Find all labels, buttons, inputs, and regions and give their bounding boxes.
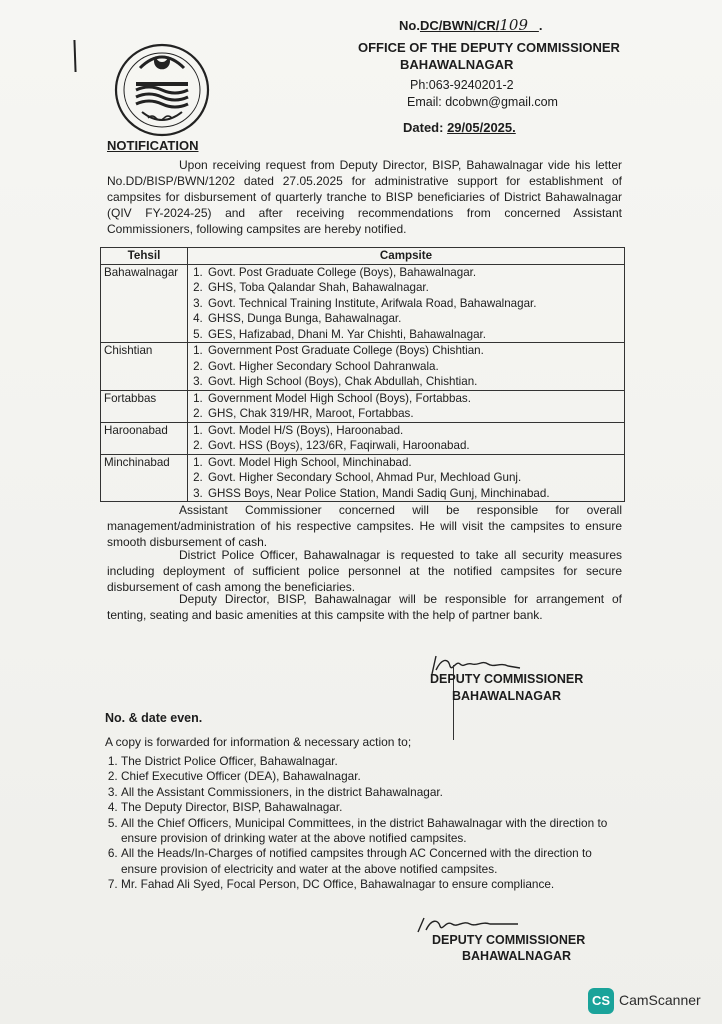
tehsil-cell: Minchinabad	[101, 454, 188, 502]
campsite-item: 2. GHS, Toba Qalandar Shah, Bahawalnagar.	[206, 280, 621, 296]
paragraph-assistant-commissioner: Assistant Commissioner concerned will be responsible for overall management/administration of his respective campsites. He will visit the campsites to ensure smooth disbursement of cash.	[107, 503, 622, 549]
campsite-item: 2. Govt. HSS (Boys), 123/6R, Faqirwali, Haroonabad.	[206, 438, 621, 454]
campsite-item: 5. GES, Hafizabad, Dhani M. Yar Chishti, Bahawalnagar.	[206, 327, 621, 343]
reference-handwritten-number: 109	[499, 16, 529, 34]
tehsil-header: Tehsil	[101, 248, 188, 265]
table-row	[101, 454, 625, 502]
distribution-heading: No. & date even.	[105, 711, 203, 725]
notification-title: NOTIFICATION	[107, 138, 199, 153]
office-title: OFFICE OF THE DEPUTY COMMISSIONER	[358, 40, 620, 55]
signatory-title: DEPUTY COMMISSIONER	[430, 672, 584, 686]
list-item: 1. The District Police Officer, Bahawalnagar.	[121, 754, 624, 769]
office-email: Email: dcobwn@gmail.com	[407, 95, 558, 109]
campsite-cell	[188, 264, 625, 343]
campsite-item: 2. Govt. Higher Secondary School Dahranwala.	[206, 359, 621, 375]
table-row	[101, 422, 625, 454]
paragraph-deputy-director: Deputy Director, BISP, Bahawalnagar will be responsible for arrangement of tenting, seating and basic amenities at this campsite with the help of partner bank.	[107, 592, 622, 622]
campsite-header: Campsite	[188, 248, 625, 265]
intro-paragraph: Upon receiving request from Deputy Director, BISP, Bahawalnagar vide his letter No.DD/BISP/BWN/1202 dated 27.05.2025 for administrative support for establishment of campsites for disbursement of quarterly tranche to BISP beneficiaries of District Bahawalnagar (QIV FY-2024-25) and after receiving recommendations from concerned Assistant Commissioners, following campsites are hereby notified.	[107, 158, 622, 236]
table-row	[101, 343, 625, 391]
list-item: 3. All the Assistant Commissioners, in the district Bahawalnagar.	[121, 785, 624, 800]
campsite-item: 2. GHS, Chak 319/HR, Maroot, Fortabbas.	[206, 406, 621, 422]
campsite-item: 1. Govt. Model H/S (Boys), Haroonabad.	[206, 423, 621, 439]
office-city: BAHAWALNAGAR	[400, 57, 514, 72]
list-item: 7. Mr. Fahad Ali Syed, Focal Person, DC Office, Bahawalnagar to ensure compliance.	[121, 877, 624, 892]
tehsil-cell: Haroonabad	[101, 422, 188, 454]
campsite-item: 3. Govt. High School (Boys), Chak Abdullah, Chishtian.	[206, 374, 621, 390]
signatory-title: DEPUTY COMMISSIONER	[432, 933, 586, 947]
table-row	[101, 264, 625, 343]
campsite-cell	[188, 454, 625, 502]
tehsil-cell: Bahawalnagar	[101, 264, 188, 343]
campsite-cell	[188, 390, 625, 422]
paragraph-police-officer: District Police Officer, Bahawalnagar is requested to take all security measures including deployment of sufficient police personnel at the notified campsites for secure disbursement of cash among the beneficiaries.	[107, 548, 622, 594]
list-item: 5. All the Chief Officers, Municipal Committees, in the district Bahawalnagar with the direction to ensure provision of drinking water at the above notified campsites.	[121, 816, 624, 847]
punjab-government-seal-icon	[112, 40, 212, 138]
campsite-item: 2. Govt. Higher Secondary School, Ahmad Pur, Mechload Gunj.	[206, 470, 621, 486]
campsite-item: 1. Govt. Model High School, Minchinabad.	[206, 455, 621, 471]
campsite-item: 1. Government Model High School (Boys), Fortabbas.	[206, 391, 621, 407]
date-value: 29/05/2025.	[447, 120, 516, 135]
reference-code: DC/BWN/CR/	[419, 18, 500, 33]
camscanner-label: CamScanner	[619, 992, 701, 1008]
date-label: Dated:	[403, 120, 444, 135]
camscanner-logo-icon: CS	[588, 988, 614, 1014]
reference-prefix: No.	[399, 18, 420, 33]
reference-number: No.DC/BWN/CR/109 .	[399, 16, 543, 34]
distribution-list	[104, 754, 624, 893]
table-row	[101, 390, 625, 422]
table-header-row	[101, 248, 625, 265]
signatory-city: BAHAWALNAGAR	[462, 949, 572, 963]
campsite-cell	[188, 422, 625, 454]
tehsil-cell: Chishtian	[101, 343, 188, 391]
campsite-item: 4. GHSS, Dunga Bunga, Bahawalnagar.	[206, 311, 621, 327]
campsite-item: 1. Government Post Graduate College (Boys) Chishtian.	[206, 343, 621, 359]
campsite-item: 1. Govt. Post Graduate College (Boys), Bahawalnagar.	[206, 265, 621, 281]
campsite-item: 3. Govt. Technical Training Institute, Arifwala Road, Bahawalnagar.	[206, 296, 621, 312]
distribution-intro: A copy is forwarded for information & necessary action to;	[105, 735, 412, 749]
tehsil-cell: Fortabbas	[101, 390, 188, 422]
document-date	[403, 120, 516, 135]
campsite-item: 3. GHSS Boys, Near Police Station, Mandi Sadiq Gunj, Minchinabad.	[206, 486, 621, 502]
pen-mark	[73, 40, 76, 72]
signatory-city: BAHAWALNAGAR	[452, 689, 562, 703]
campsite-cell	[188, 343, 625, 391]
list-item: 2. Chief Executive Officer (DEA), Bahawalnagar.	[121, 769, 624, 784]
list-item: 6. All the Heads/In-Charges of notified campsites through AC Concerned with the direction to ensure provision of electricity and water at the above notified campsites.	[121, 846, 624, 877]
campsite-table	[100, 247, 625, 502]
list-item: 4. The Deputy Director, BISP, Bahawalnagar.	[121, 800, 624, 815]
office-phone: Ph:063-9240201-2	[410, 78, 514, 92]
